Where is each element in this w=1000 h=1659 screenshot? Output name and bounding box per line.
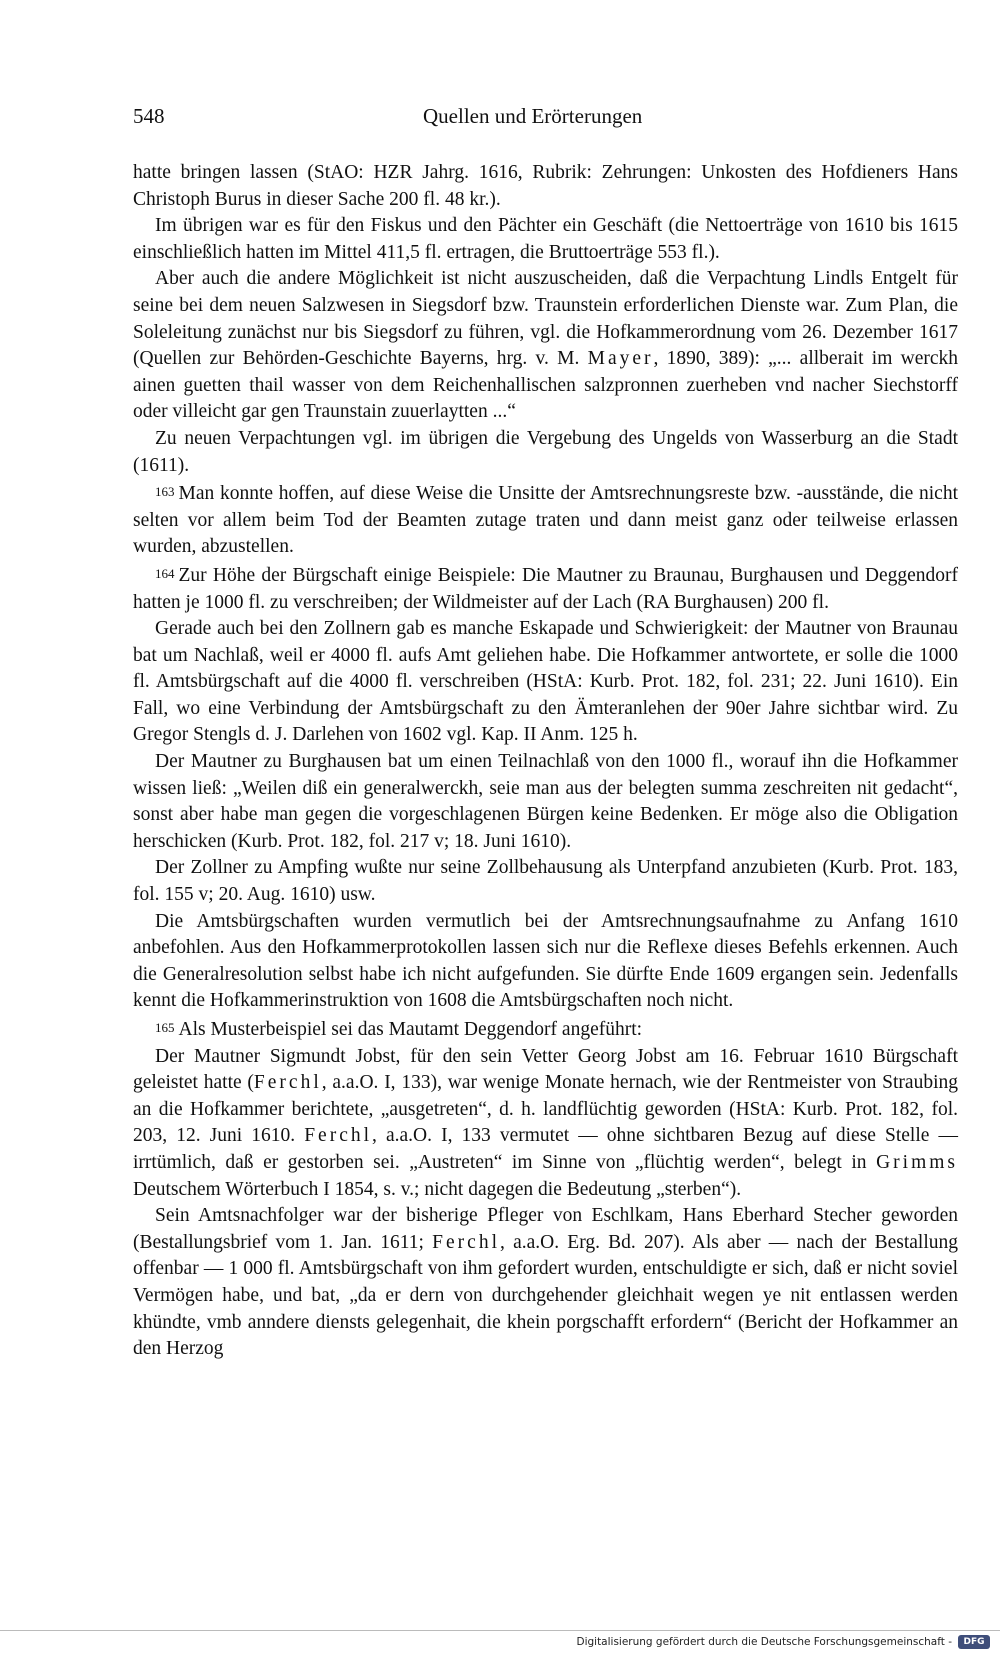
page-body [133, 160, 958, 1363]
spaced-author-name: Ferchl [432, 1231, 500, 1253]
dfg-logo-icon: DFG [958, 1635, 990, 1649]
paragraph: Aber auch die andere Möglichkeit ist nicht auszuscheiden, daß die Verpachtung Lindls Entgelt für seine bei dem neuen Salzwesen in Siegsdorf bzw. Traunstein erforderlichen Dienste war. Zum Plan, die Soleleitung zunächst nur bis Siegsdorf zu führen, vgl. die Hofkammerordnung vom 26. Dezember 1617 (Quellen zur Behörden-Geschichte Bayerns, hrg. v. M. Mayer, 1890, 389): „... allberait im werckh ainen guetten thail wasser von dem Reichenhallischen salzpronnen zuerheben vnd nacher Siechstorff oder villeicht gar gen Traunstain zuuerlaytten ...“ [133, 268, 959, 423]
spaced-author-name: Grimms [876, 1151, 959, 1173]
page-header [133, 104, 963, 134]
footnote-paragraph: 164 Zur Höhe der Bürgschaft einige Beispiele: Die Mautner zu Braunau, Burghausen und Deggendorf hatten je 1000 fl. zu verschreiben; der Wildmeister auf der Lach (RA Burghausen) 200 fl. [133, 564, 958, 613]
footer-bar [0, 1630, 1000, 1653]
paragraph: Im übrigen war es für den Fiskus und den Pächter ein Geschäft (die Nettoerträge von 1610 bis 1615 einschließlich hatten im Mittel 411,5 fl. ertragen, die Bruttoerträge 553 fl.). [133, 215, 958, 263]
footnote-number: 165 [155, 1020, 175, 1035]
footnote-number: 163 [155, 484, 175, 500]
paragraph: Der Zollner zu Ampfing wußte nur seine Zollbehausung als Unterpfand anzubieten (Kurb. Prot. 183, fol. 155 v; 20. Aug. 1610) usw. [133, 857, 958, 906]
page-number: 548 [133, 104, 165, 128]
funding-credit: Digitalisierung gefördert durch die Deutsche Forschungsgemeinschaft - [576, 1636, 952, 1648]
paragraph: hatte bringen lassen (StAO: HZR Jahrg. 1616, Rubrik: Zehrungen: Unkosten des Hofdieners Hans Christoph Burus in dieser Sache 200 fl. 48 kr.). [133, 162, 958, 210]
spaced-author-name: Ferchl [304, 1125, 373, 1147]
paragraph: Gerade auch bei den Zollnern gab es manche Eskapade und Schwierigkeit: der Mautner von Braunau bat um Nachlaß, weil er 4000 fl. aufs Amt geliehen habe. Die Hofkammer antwortete, er solle die 1000 fl. Amtsbürgschaft auf die 4000 fl. verschreiben (HStA: Kurb. Prot. 182, fol. 231; 22. Juni 1610). Ein Fall, wo eine Verbindung der Amtsbürgschaft zu den Ämteranlehen der 90er Jahre sichtbar wird. Zu Gregor Stengls d. J. Darlehen von 1602 vgl. Kap. II Anm. 125 h. [133, 618, 958, 746]
footnote-number: 164 [155, 565, 175, 581]
running-head: Quellen und Erörterungen [423, 104, 643, 128]
paragraph: Die Amtsbürgschaften wurden vermutlich bei der Amtsrechnungsaufnahme zu Anfang 1610 anbefohlen. Aus den Hofkammerprotokollen lassen sich nur die Reflexe dieses Befehls erkennen. Auch die Generalresolution selbst habe ich nicht aufgefunden. Sie dürfte Ende 1609 ergangen sein. Jedenfalls kennt die Hofkammerinstruktion von 1608 die Amtsbürgschaften noch nicht. [133, 910, 958, 1012]
paragraph: Zu neuen Verpachtungen vgl. im übrigen die Vergebung des Ungelds von Wasserburg an die Stadt (1611). [133, 427, 958, 476]
footnote-paragraph: 165 Als Musterbeispiel sei das Mautamt Deggendorf angeführt: [155, 1019, 643, 1040]
footnote-paragraph: 163 Man konnte hoffen, auf diese Weise die Unsitte der Amtsrechnungsreste bzw. -ausstände, die nicht selten vor allem beim Tod der Beamten zutage traten und dann meist ganz oder teilweise erlassen wurden, abzustellen. [133, 483, 958, 558]
spaced-author-name: Mayer [587, 348, 654, 370]
paragraph: Sein Amtsnachfolger war der bisherige Pfleger von Eschlkam, Hans Eberhard Stecher geworden (Bestallungsbrief vom 1. Jan. 1611; Ferchl, a.a.O. Erg. Bd. 207). Als aber — nach der Bestallung offenbar — 1 000 fl. Amtsbürgschaft von ihm gefordert wurden, entschuldigte er sich, daß er nicht soviel Vermögen habe, und bat, „da er dern von durchgehender gleichhait wegen ye nit entlassen werden khündte, vmb anndere diensts gelegenhait, die khein porgschafft erfordern“ (Bericht der Hofkammer an den Herzog [133, 1205, 959, 1360]
spaced-author-name: Ferchl [253, 1072, 322, 1094]
paragraph: Der Mautner zu Burghausen bat um einen Teilnachlaß von den 1000 fl., worauf ihn die Hofkammer wissen ließ: „Weilen diß ein generalwerckh, seie man aus der belegten summa zeschreiten nit gedacht“, sonst aber habe man gegen die vorgeschlagenen Bürgen keine Bedenken. Er möge also die Obligation herschicken (Kurb. Prot. 182, fol. 217 v; 18. Juni 1610). [133, 751, 958, 852]
paragraph: Der Mautner Sigmundt Jobst, für den sein Vetter Georg Jobst am 16. Februar 1610 Bürgschaft geleistet hatte (Ferchl, a.a.O. I, 133), war wenige Monate hernach, wie der Rentmeister von Straubing an die Hofkammer berichtete, „ausgetreten“, d. h. landflüchtig geworden (HStA: Kurb. Prot. 182, fol. 203, 12. Juni 1610. Ferchl, a.a.O. I, 133 vermutet — ohne sichtbaren Bezug auf diese Stelle — irrtümlich, daß er gestorben sei. „Austreten“ im Sinne von „flüchtig werden“, belegt in Grimms Deutschem Wörterbuch I 1854, s. v.; nicht dagegen die Bedeutung „sterben“). [133, 1045, 959, 1200]
